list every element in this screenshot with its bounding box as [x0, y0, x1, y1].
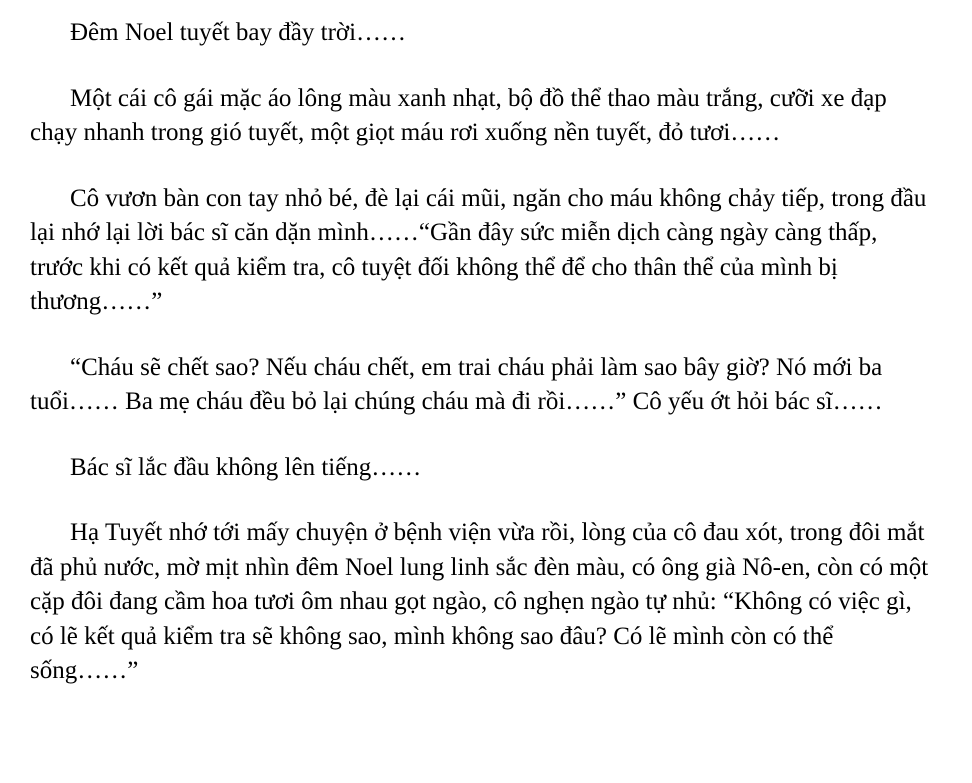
paragraph-4: “Cháu sẽ chết sao? Nếu cháu chết, em trai cháu phải làm sao bây giờ? Nó mới ba tuổi…… Ba mẹ cháu đều bỏ lại chúng cháu mà đi rồi……” Cô yếu ớt hỏi bác sĩ…… — [30, 353, 883, 415]
paragraph-1: Đêm Noel tuyết bay đầy trời…… — [70, 19, 407, 46]
paragraph-5: Bác sĩ lắc đầu không lên tiếng…… — [70, 453, 422, 481]
paragraph-2: Một cái cô gái mặc áo lông màu xanh nhạt, bộ đồ thể thao màu trắng, cưỡi xe đạp chạy nhanh trong gió tuyết, một giọt máu rơi xuống nền tuyết, đỏ tươi…… — [30, 84, 887, 146]
paragraph-6: Hạ Tuyết nhớ tới mấy chuyện ở bệnh viện vừa rồi, lòng của cô đau xót, trong đôi mắt đã phủ nước, mờ mịt nhìn đêm Noel lung linh sắc đèn màu, có ông già Nô-en, còn có một cặp đôi đang cầm hoa tươi ôm nhau gọt ngào, cô nghẹn ngào tự nhủ: “Không có việc gì, có lẽ kết quả kiểm tra sẽ không sao, mình không sao đâu? Có lẽ mình còn có thể sống……” — [30, 519, 929, 684]
paragraph-3: Cô vươn bàn con tay nhỏ bé, đè lại cái mũi, ngăn cho máu không chảy tiếp, trong đầu lại nhớ lại lời bác sĩ căn dặn mình……“Gần đây sức miễn dịch càng ngày càng thấp, trước khi có kết quả kiểm tra, cô tuyệt đối không thể để cho thân thể của mình bị thương……” — [30, 184, 927, 315]
